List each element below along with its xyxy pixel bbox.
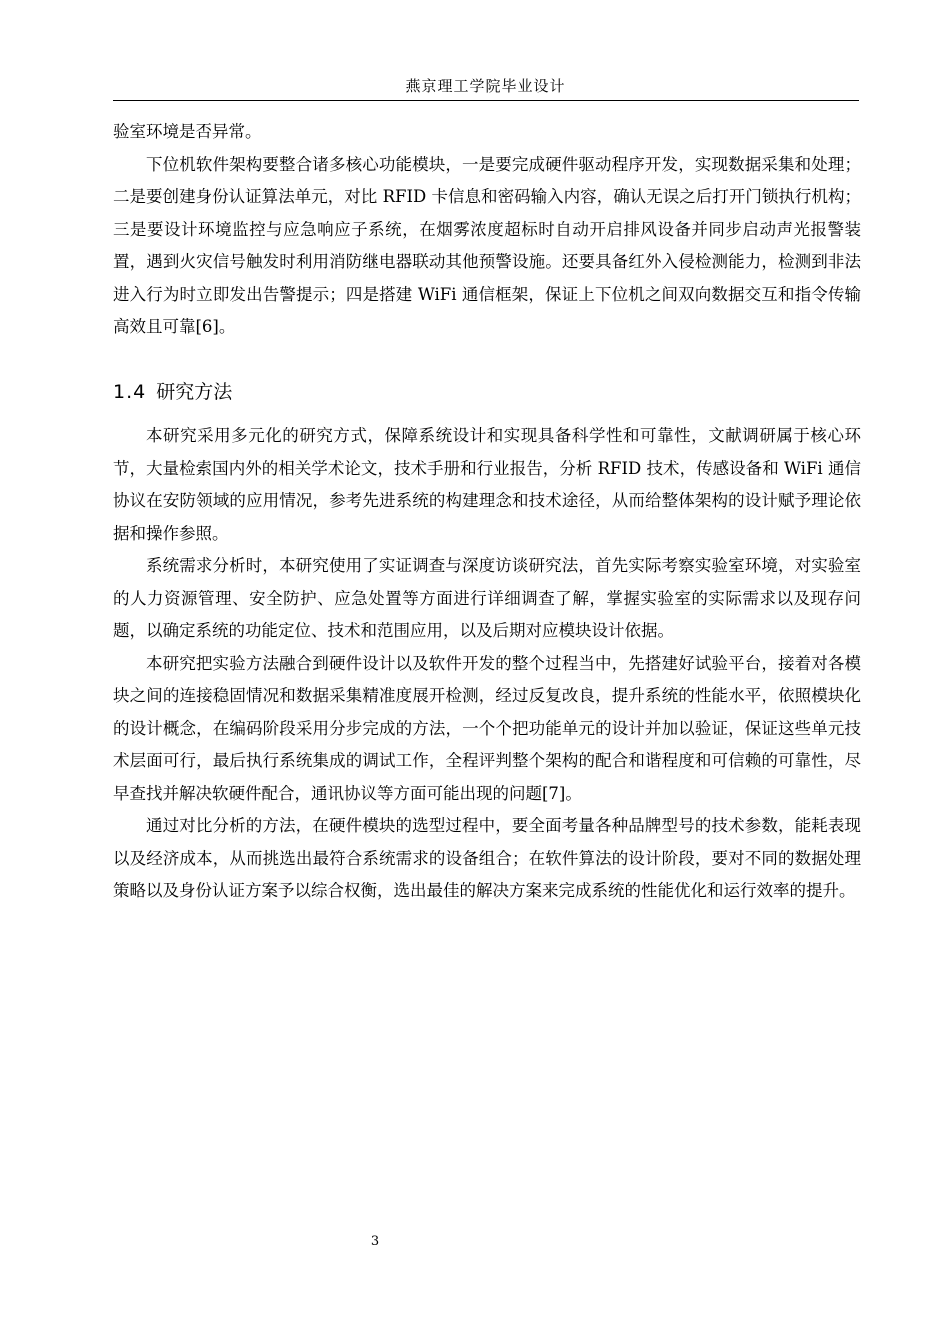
continued-text-block xyxy=(113,116,861,344)
section-text-block xyxy=(113,420,861,908)
header-rule xyxy=(113,100,859,101)
body-paragraph: 本研究采用多元化的研究方式，保障系统设计和实现具备科学性和可靠性，文献调研属于核心环节，大量检索国内外的相关学术论文，技术手册和行业报告，分析 RFID 技术，传感设备和 WiFi 通信协议在安防领域的应用情况，参考先进系统的构建理念和技术途径，从而给整体架构的设计赋予理论依据和操作参照。 xyxy=(113,426,861,543)
section-title: 研究方法 xyxy=(156,381,233,403)
section-heading xyxy=(113,378,232,406)
body-paragraph: 下位机软件架构要整合诸多核心功能模块，一是要完成硬件驱动程序开发，实现数据采集和处理；二是要创建身份认证算法单元，对比 RFID 卡信息和密码输入内容，确认无误之后打开门锁执行机构；三是要设计环境监控与应急响应子系统，在烟雾浓度超标时自动开启排风设备并同步启动声光报警装置，遇到火灾信号触发时利用消防继电器联动其他预警设施。还要具备红外入侵检测能力，检测到非法进入行为时立即发出告警提示；四是搭建 WiFi 通信框架，保证上下位机之间双向数据交互和指令传输高效且可靠[6]。 xyxy=(113,154,861,336)
body-paragraph: 通过对比分析的方法，在硬件模块的选型过程中，要全面考量各种品牌型号的技术参数，能耗表现以及经济成本，从而挑选出最符合系统需求的设备组合；在软件算法的设计阶段，要对不同的数据处理策略以及身份认证方案予以综合权衡，选出最佳的解决方案来完成系统的性能优化和运行效率的提升。 xyxy=(113,816,861,900)
continued-paragraph: 验室环境是否异常。 xyxy=(113,122,262,141)
body-paragraph: 系统需求分析时，本研究使用了实证调查与深度访谈研究法，首先实际考察实验室环境，对实验室的人力资源管理、安全防护、应急处置等方面进行详细调查了解，掌握实验室的实际需求以及现存问题，以确定系统的功能定位、技术和范围应用，以及后期对应模块设计依据。 xyxy=(113,556,861,640)
page-number: 3 xyxy=(370,1234,380,1249)
section-number: 1.4 xyxy=(113,381,147,403)
body-paragraph: 本研究把实验方法融合到硬件设计以及软件开发的整个过程当中，先搭建好试验平台，接着对各模块之间的连接稳固情况和数据采集精准度展开检测，经过反复改良，提升系统的性能水平，依照模块化的设计概念，在编码阶段采用分步完成的方法，一个个把功能单元的设计并加以验证，保证这些单元技术层面可行，最后执行系统集成的调试工作，全程评判整个架构的配合和谐程度和可信赖的可靠性，尽早查找并解决软硬件配合，通讯协议等方面可能出现的问题[7]。 xyxy=(113,653,861,803)
running-header: 燕京理工学院毕业设计 xyxy=(405,77,566,95)
